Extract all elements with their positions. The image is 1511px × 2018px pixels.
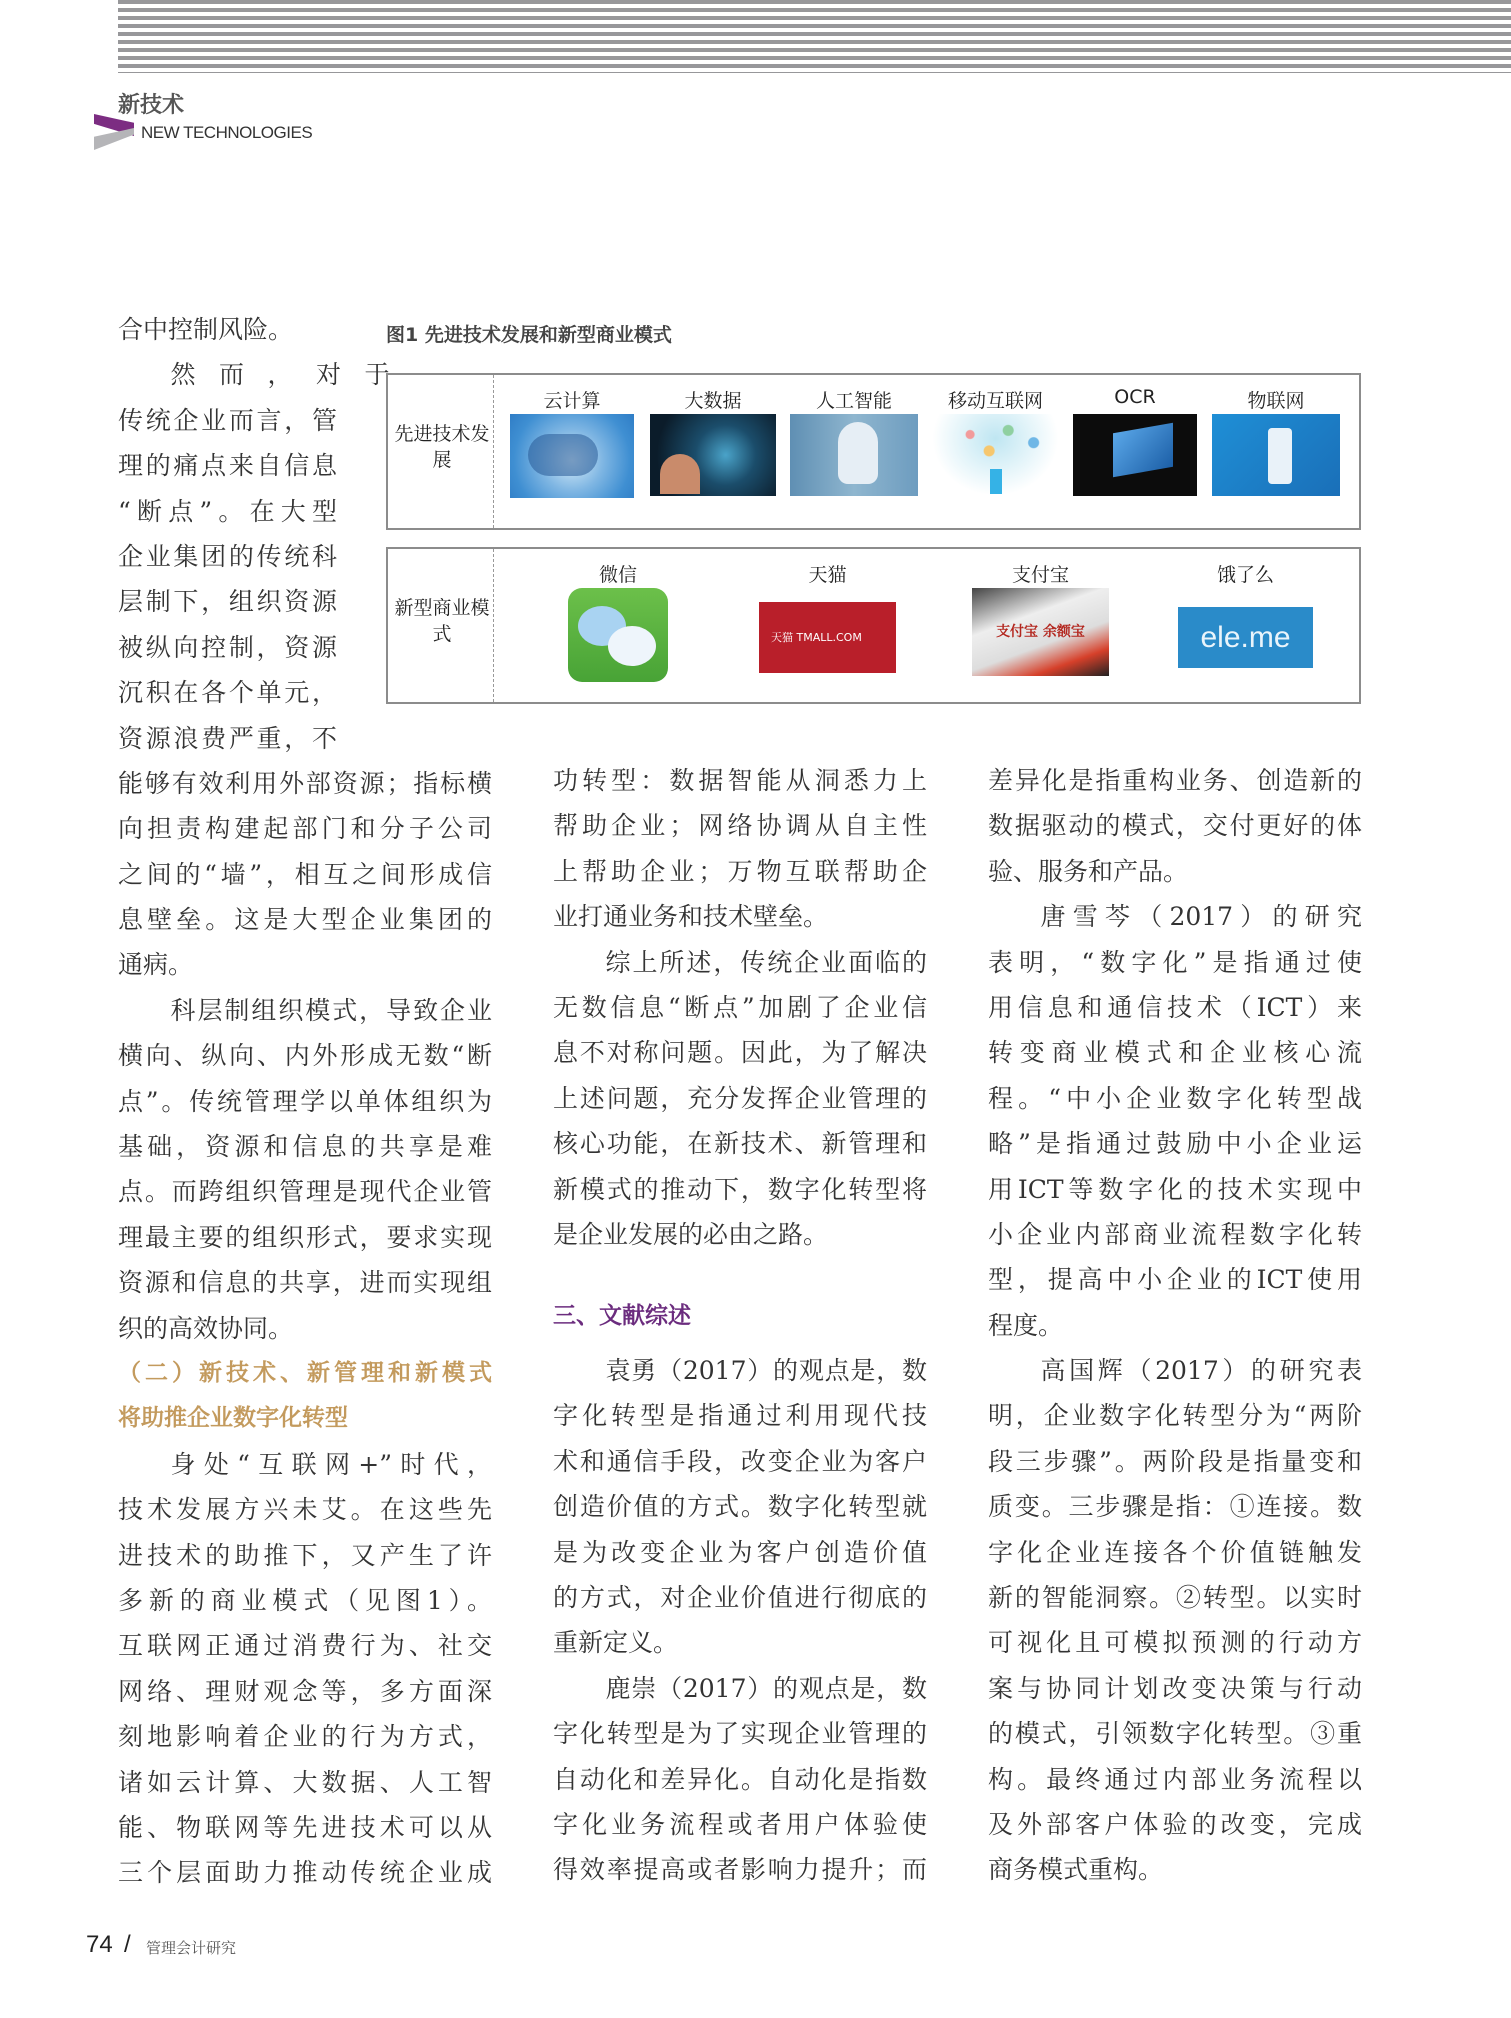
- paragraph-line: 多新的商业模式（见图1）。: [118, 1585, 492, 1615]
- paragraph-line: 明，企业数字化转型分为“两阶: [988, 1401, 1362, 1431]
- paragraph-line: 字化转型是为了实现企业管理的: [553, 1719, 927, 1749]
- paragraph-line: 综上所述，传统企业面临的: [605, 947, 927, 977]
- subsection-heading-line: 将助推企业数字化转型: [118, 1405, 348, 1432]
- paragraph-line: 然而，对于: [170, 360, 390, 390]
- paragraph-line: 上帮助企业；万物互联帮助企: [553, 856, 927, 886]
- paragraph-line: 进技术的助推下，又产生了许: [118, 1540, 492, 1570]
- paragraph-line: 基础，资源和信息的共享是难: [118, 1132, 492, 1162]
- paragraph-line: 数据驱动的模式，交付更好的体: [988, 811, 1362, 841]
- paragraph-line: 三个层面助力推动传统企业成: [118, 1858, 492, 1888]
- item-label: 大数据: [684, 390, 742, 412]
- paragraph-line: 字化业务流程或者用户体验使: [553, 1810, 927, 1839]
- page-number: 74: [86, 1931, 113, 1958]
- paragraph-line: 息壁垒。这是大型企业集团的: [118, 905, 492, 935]
- paragraph-line: 向担责构建起部门和分子公司: [118, 814, 492, 844]
- paragraph-line: 新模式的推动下，数字化转型将: [553, 1174, 927, 1204]
- paragraph-line: 帮助企业；网络协调从自主性: [553, 811, 927, 841]
- section-title-cn: 新技术: [118, 93, 185, 118]
- tmall-logo: 天猫 TMALL.COM: [759, 602, 896, 673]
- cloud-computing-image: [510, 414, 634, 498]
- eleme-logo: ele.me: [1178, 607, 1313, 668]
- paragraph-line: 袁勇（2017）的观点是，数: [605, 1356, 927, 1386]
- paragraph-line: 层制下，组织资源: [118, 587, 337, 617]
- footer-separator: /: [124, 1931, 131, 1958]
- figure-item-wechat: [568, 560, 668, 682]
- text-column-1: [118, 307, 492, 1896]
- paragraph-line: 程度。: [988, 1310, 1064, 1340]
- paragraph-line: 小企业内部商业流程数字化转: [988, 1219, 1362, 1249]
- paragraph-line: 网络、理财观念等，多方面深: [118, 1676, 492, 1706]
- item-label: 物联网: [1247, 390, 1305, 412]
- figure-item-iot: [1212, 386, 1340, 496]
- paragraph-line: 功转型：数据智能从洞悉力上: [553, 766, 927, 795]
- paragraph-line: 核心功能，在新技术、新管理和: [553, 1129, 927, 1159]
- paragraph-line: 资源和信息的共享，进而实现组: [118, 1268, 492, 1298]
- paragraph-line: 能、物联网等先进技术可以从: [118, 1812, 492, 1842]
- paragraph-line: 商务模式重构。: [988, 1855, 1164, 1885]
- paragraph-line: 资源浪费严重，不: [118, 723, 337, 753]
- paragraph-line: 被纵向控制，资源: [118, 632, 337, 662]
- paragraph-line: 点”。传统管理学以单体组织为: [118, 1086, 492, 1116]
- paragraph-line: 之间的“墙”，相互之间形成信: [118, 859, 492, 889]
- figure-item-alipay: [972, 560, 1109, 676]
- paragraph-line: 验、服务和产品。: [988, 856, 1189, 886]
- figure-item-mobile-internet: [932, 386, 1059, 496]
- header-stripes: [118, 0, 1511, 73]
- paragraph-line: 自动化和差异化。自动化是指数: [553, 1764, 927, 1794]
- paragraph-line: 略”是指通过鼓励中小企业运: [988, 1129, 1362, 1159]
- section-title-en: NEW TECHNOLOGIES: [141, 123, 313, 142]
- paragraph-line: 能够有效利用外部资源；指标横: [118, 768, 492, 798]
- paragraph-line: 用ICT等数字化的技术实现中: [988, 1174, 1362, 1204]
- paragraph-line: 段三步骤”。两阶段是指量变和: [988, 1446, 1362, 1476]
- figure-item-bigdata: [650, 386, 776, 496]
- paragraph-line: 通病。: [118, 950, 194, 980]
- paragraph-line: 是为改变企业为客户创造价值: [553, 1537, 927, 1567]
- alipay-image: 支付宝 余额宝: [972, 588, 1109, 676]
- item-label: 人工智能: [815, 390, 892, 412]
- iot-image: [1212, 414, 1340, 496]
- paragraph-line: 业打通业务和技术壁垒。: [553, 902, 829, 932]
- big-data-image: [650, 414, 776, 496]
- paragraph-line: “断点”。在大型: [118, 496, 337, 526]
- item-label: 云计算: [543, 390, 601, 412]
- row-label: 新型商业模式: [394, 597, 490, 645]
- paragraph-line: 及外部客户体验的改变，完成: [988, 1809, 1362, 1839]
- dashed-divider: [493, 549, 494, 702]
- paragraph-line: 技术发展方兴未艾。在这些先: [118, 1495, 492, 1525]
- paragraph-line: 高国辉（2017）的研究表: [1040, 1356, 1362, 1386]
- paragraph-line: 传统企业而言，管: [118, 405, 337, 435]
- paragraph-line: 差异化是指重构业务、创造新的: [988, 766, 1362, 795]
- paragraph-line: 刻地影响着企业的行为方式，: [118, 1722, 492, 1752]
- item-label: 天猫: [808, 564, 847, 586]
- row-label: 先进技术发展: [394, 423, 490, 471]
- paragraph-line: 创造价值的方式。数字化转型就: [553, 1492, 927, 1522]
- paragraph-line: 可视化且可模拟预测的行动方: [988, 1628, 1362, 1658]
- paragraph-line: 程。“中小企业数字化转型战: [988, 1083, 1362, 1113]
- figure-item-cloud: [510, 386, 634, 498]
- ai-robot-image: [790, 414, 918, 496]
- paragraph-line: 案与协同计划改变决策与行动: [988, 1673, 1362, 1703]
- paragraph-line: 唐雪芩（2017）的研究: [1040, 902, 1362, 932]
- paragraph-line: 点。而跨组织管理是现代企业管: [118, 1177, 492, 1207]
- paragraph-line: 构。最终通过内部业务流程以: [988, 1764, 1362, 1794]
- paragraph-line: 鹿崇（2017）的观点是，数: [605, 1673, 927, 1703]
- paragraph-line: 术和通信手段，改变企业为客户: [553, 1446, 927, 1476]
- section-logo-gray-icon: [94, 128, 134, 150]
- paragraph-line: 理的痛点来自信息: [118, 451, 337, 481]
- paragraph-line: 是企业发展的必由之路。: [553, 1219, 829, 1249]
- paragraph-line: 重新定义。: [553, 1628, 679, 1658]
- dashed-divider: [493, 375, 494, 528]
- paragraph-line: 质变。三步骤是指：①连接。数: [988, 1492, 1362, 1522]
- figure-item-ocr: [1073, 386, 1197, 496]
- paragraph-line: 的模式，引领数字化转型。③重: [988, 1719, 1362, 1749]
- item-label: 微信: [598, 564, 637, 586]
- figure-item-tmall: [759, 560, 896, 673]
- item-label: OCR: [1114, 386, 1156, 408]
- paragraph-line: 诸如云计算、大数据、人工智: [118, 1767, 492, 1797]
- paragraph-line: 企业集团的传统科: [118, 541, 337, 571]
- paragraph-line: 得效率提高或者影响力提升；而: [553, 1855, 927, 1885]
- figure-item-eleme: [1178, 560, 1313, 668]
- paragraph-line: 表明，“数字化”是指通过使: [988, 947, 1362, 977]
- ocr-tablet-image: [1073, 414, 1197, 496]
- paragraph-line: 型，提高中小企业的ICT使用: [988, 1265, 1362, 1295]
- journal-name: 管理会计研究: [146, 1939, 237, 1957]
- paragraph-line: 息不对称问题。因此，为了解决: [553, 1038, 927, 1068]
- paragraph-line: 互联网正通过消费行为、社交: [118, 1631, 492, 1661]
- item-label: 饿了么: [1216, 564, 1274, 586]
- paragraph-line: 科层制组织模式，导致企业: [170, 995, 492, 1025]
- paragraph-line: 用信息和通信技术（ICT）来: [988, 992, 1362, 1022]
- subsection-heading-line: （二）新技术、新管理和新模式: [118, 1359, 492, 1386]
- item-label: 移动互联网: [947, 390, 1043, 412]
- paragraph-line: 身处“互联网+”时代，: [170, 1449, 492, 1479]
- text-column-2: [553, 758, 927, 1893]
- paragraph-line: 上述问题，充分发挥企业管理的: [553, 1083, 927, 1113]
- paragraph-line: 字化企业连接各个价值链触发: [988, 1537, 1362, 1567]
- item-label: 支付宝: [1011, 564, 1069, 586]
- section-heading: 三、文献综述: [553, 1303, 691, 1330]
- paragraph-line: 新的智能洞察。②转型。以实时: [988, 1583, 1362, 1613]
- paragraph-line: 织的高效协同。: [118, 1313, 294, 1343]
- text-column-3: [988, 758, 1362, 1893]
- paragraph-line: 的方式，对企业价值进行彻底的: [553, 1583, 927, 1613]
- paragraph-line: 合中控制风险。: [118, 315, 294, 344]
- figure-item-ai: [790, 386, 918, 496]
- paragraph-line: 无数信息“断点”加剧了企业信: [553, 992, 927, 1022]
- paragraph-line: 字化转型是指通过利用现代技: [553, 1401, 927, 1431]
- paragraph-line: 理最主要的组织形式，要求实现: [118, 1222, 492, 1252]
- paragraph-line: 沉积在各个单元，: [118, 678, 337, 708]
- figure-caption: 图1 先进技术发展和新型商业模式: [386, 324, 672, 346]
- wechat-logo: [568, 588, 668, 682]
- paragraph-line: 转变商业模式和企业核心流: [988, 1038, 1362, 1068]
- mobile-internet-image: [932, 414, 1059, 496]
- paragraph-line: 横向、纵向、内外形成无数“断: [118, 1041, 492, 1071]
